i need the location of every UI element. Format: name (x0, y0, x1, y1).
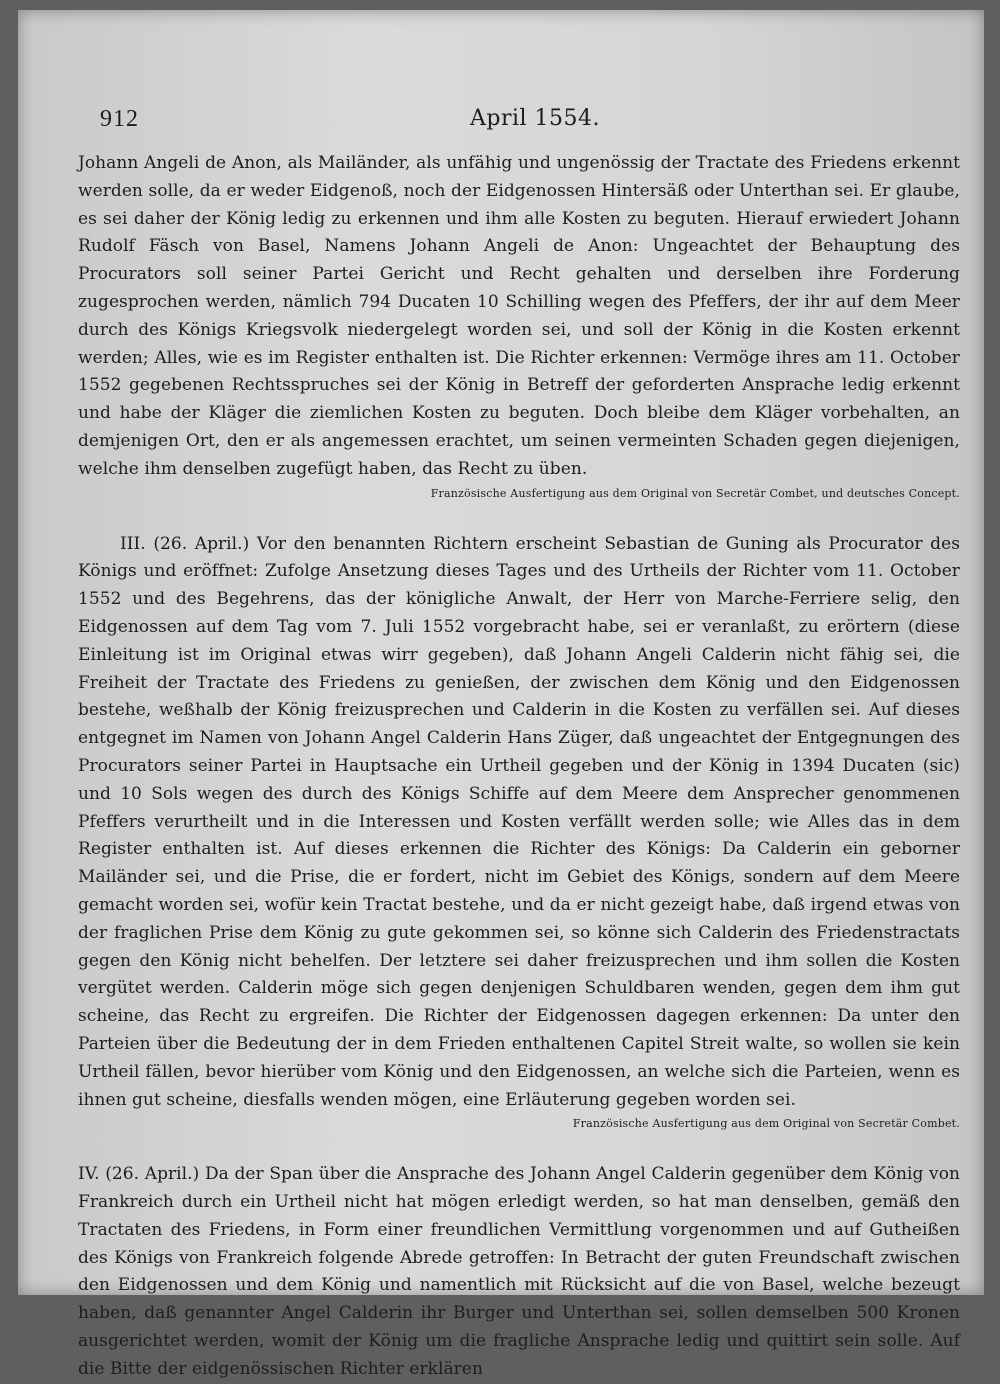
body-text (78, 150, 960, 1384)
page-header (78, 106, 958, 146)
page-number: 912 (100, 106, 139, 132)
source-note-p1: Französische Ausfertigung aus dem Original von Secretär Combet, und deutsches Concept. (430, 486, 960, 500)
paragraph-section-iii: III. (26. April.) Vor den benannten Richtern erscheint Sebastian de Guning als Procurator des Königs und eröffnet: Zufolge Ansetzung dieses Tages und des Urtheils der Richter vom 11. October 1552 und des Begehrens, das der königliche Anwalt, der Herr von Marche-Ferriere selig, den Eidgenossen auf dem Tag vom 7. Juli 1552 vorgebracht habe, sei er veranlaßt, zu erörtern (diese Einleitung ist im Original etwas wirr gegeben), daß Johann Angeli Calderin nicht fähig sei, die Freiheit der Tractate des Friedens zu genießen, der zwischen dem König und den Eidgenossen bestehe, weßhalb der König freizusprechen und Calderin in die Kosten zu verfällen sei. Auf dieses entgegnet im Namen von Johann Angel Calderin Hans Züger, daß ungeachtet der Entgegnungen des Procurators seiner Partei in Hauptsache ein Urtheil gegeben und der König in 1394 Ducaten (sic) und 10 Sols wegen des durch des Königs Schiffe auf dem Meere dem Ansprecher genommenen Pfeffers verurtheilt und in die Interessen und Kosten verfällt werden solle; wie Alles das in dem Register enthalten ist. Auf dieses erkennen die Richter des Königs: Da Calderin ein geborner Mailänder sei, und die Prise, die er fordert, nicht im Gebiet des Königs, sondern auf dem Meere gemacht worden sei, wofür kein Tractat bestehe, und da er nicht gezeigt habe, daß irgend etwas von der fraglichen Prise dem König zu gute gekommen sei, so könne sich Calderin des Friedenstractats gegen den König nicht behelfen. Der letztere sei daher freizusprechen und ihm sollen die Kosten vergütet werden. Calderin möge sich gegen denjenigen Schuldbaren wenden, gegen dem ihm gut scheine, das Recht zu ergreifen. Die Richter der Eidgenossen dagegen erkennen: Da unter den Parteien über die Bedeutung der in dem Frieden enthaltenen Capitel Streit walte, so wollen sie kein Urtheil fällen, bevor hierüber vom König und den Eidgenossen, an welche sich die Parteien, wenn es ihnen gut scheine, diesfalls wenden mögen, eine Erläuterung gegeben worden sei. (78, 533, 960, 1110)
running-title: April 1554. (470, 106, 601, 131)
source-note-section-iii: Französische Ausfertigung aus dem Original von Secretär Combet. (572, 1117, 960, 1131)
paragraph-section-iv: IV. (26. April.) Da der Span über die Ansprache des Johann Angel Calderin gegenüber dem König von Frankreich durch ein Urtheil nicht hat mögen erledigt werden, so hat man denselben, gemäß den Tractaten des Friedens, in Form einer freundlichen Vermittlung vorgenommen und auf Gutheißen des Königs von Frankreich folgende Abrede getroffen: In Betracht der guten Freundschaft zwischen den Eidgenossen und dem König und namentlich mit Rücksicht auf die von Basel, welche bezeugt haben, daß genannter Angel Calderin ihr Burger und Unterthan sei, sollen demselben 500 Kronen ausgerichtet werden, womit der König um die fragliche Ansprache ledig und quittirt sein solle. Auf die Bitte der eidgenössischen Richter erklären (78, 1164, 960, 1379)
document-page (18, 10, 984, 1379)
section-gap (78, 1149, 960, 1161)
section-gap (78, 519, 960, 531)
paragraph-p1: Johann Angeli de Anon, als Mailänder, als unfähig und ungenössig der Tractate des Friedens erkennt werden solle, da er weder Eidgenoß, noch der Eidgenossen Hintersäß oder Unterthan sei. Er glaube, es sei daher der König ledig zu erkennen und ihm alle Kosten zu beguten. Hierauf erwiedert Johann Rudolf Fäsch von Basel, Namens Johann Angeli de Anon: Ungeachtet der Behauptung des Procurators soll seiner Partei Gericht und Recht gehalten und derselben ihre Forderung zugesprochen werden, nämlich 794 Ducaten 10 Schilling wegen des Pfeffers, der ihr auf dem Meer durch des Königs Kriegsvolk niedergelegt worden sei, und soll der König in die Kosten erkennt werden; Alles, wie es im Register enthalten ist. Die Richter erkennen: Vermöge ihres am 11. October 1552 gegebenen Rechtsspruches sei der König in Betreff der geforderten Ansprache ledig erkennt und habe der Kläger die ziemlichen Kosten zu beguten. Doch bleibe dem Kläger vorbehalten, an demjenigen Ort, den er als angemessen erachtet, um seinen vermeinten Schaden gegen diejenigen, welche ihm denselben zugefügt haben, das Recht zu üben. (78, 153, 960, 479)
